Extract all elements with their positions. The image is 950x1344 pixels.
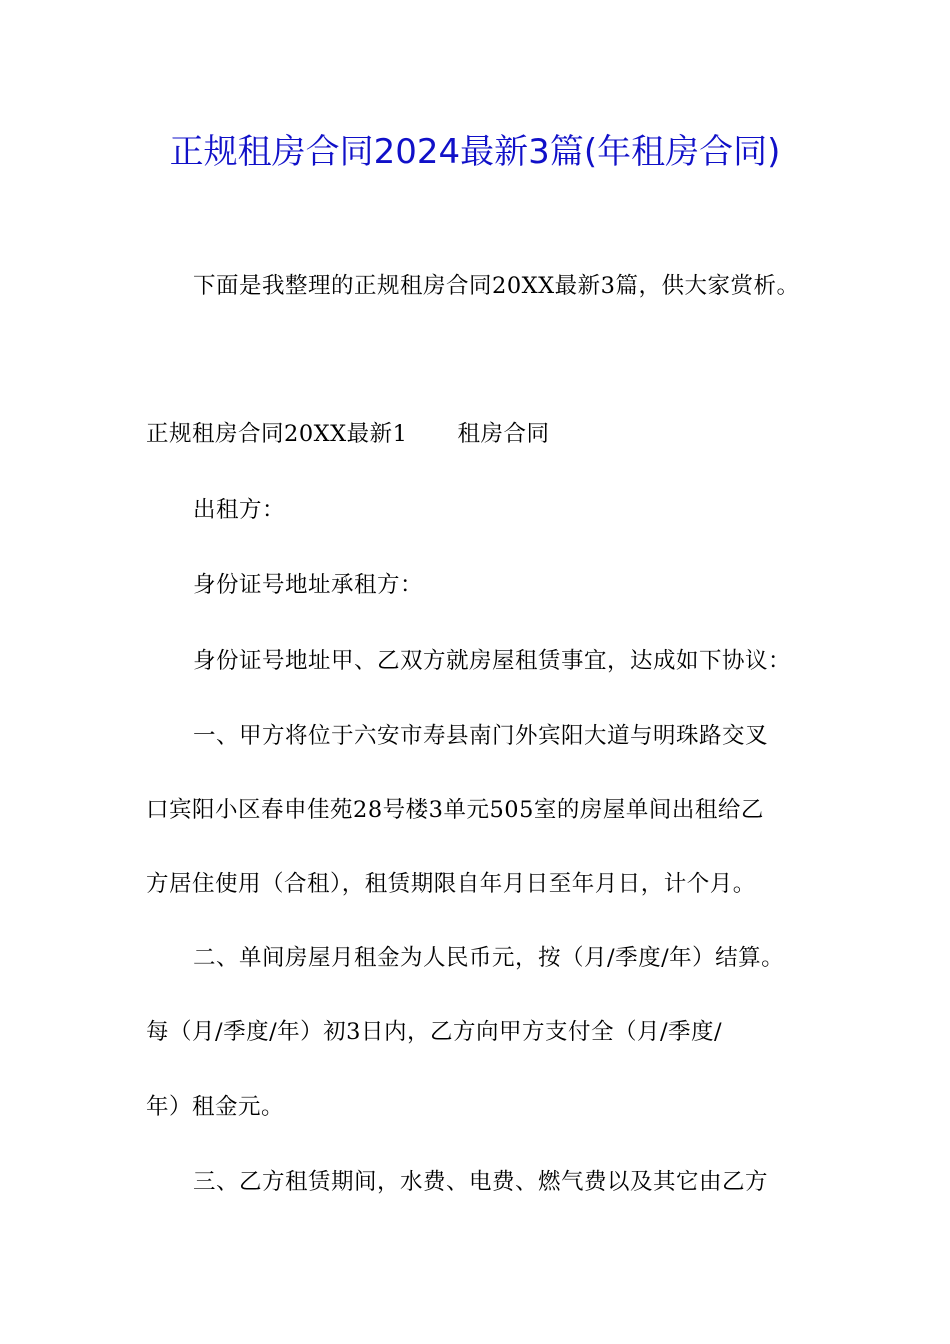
clause-1-line-1: 一、甲方将位于六安市寿县南门外宾阳大道与明珠路交叉 xyxy=(193,723,769,749)
intro-paragraph: 下面是我整理的正规租房合同20XX最新3篇，供大家赏析。 xyxy=(193,273,800,299)
section-subheading: 租房合同 xyxy=(457,421,550,447)
clause-1-line-2: 口宾阳小区春申佳苑28号楼3单元505室的房屋单间出租给乙 xyxy=(146,797,764,823)
clause-3-line-1: 三、乙方租赁期间，水费、电费、燃气费以及其它由乙方 xyxy=(193,1169,769,1195)
clause-2-line-1: 二、单间房屋月租金为人民币元，按（月/季度/年）结算。 xyxy=(193,945,785,971)
section-heading-row xyxy=(146,418,550,450)
agreement-intro-line: 身份证号地址甲、乙双方就房屋租赁事宜，达成如下协议： xyxy=(193,648,792,674)
clause-2-line-2: 每（月/季度/年）初3日内，乙方向甲方支付全（月/季度/ xyxy=(146,1019,723,1045)
clause-1-line-3: 方居住使用（合租），租赁期限自年月日至年月日，计个月。 xyxy=(146,871,756,897)
lessor-line: 出租方： xyxy=(193,497,286,523)
section-heading: 正规租房合同20XX最新1 xyxy=(146,421,408,447)
document-title: 正规租房合同2024最新3篇(年租房合同) xyxy=(169,132,781,172)
clause-2-line-3: 年）租金元。 xyxy=(146,1094,285,1120)
lessee-line: 身份证号地址承租方： xyxy=(193,572,424,598)
